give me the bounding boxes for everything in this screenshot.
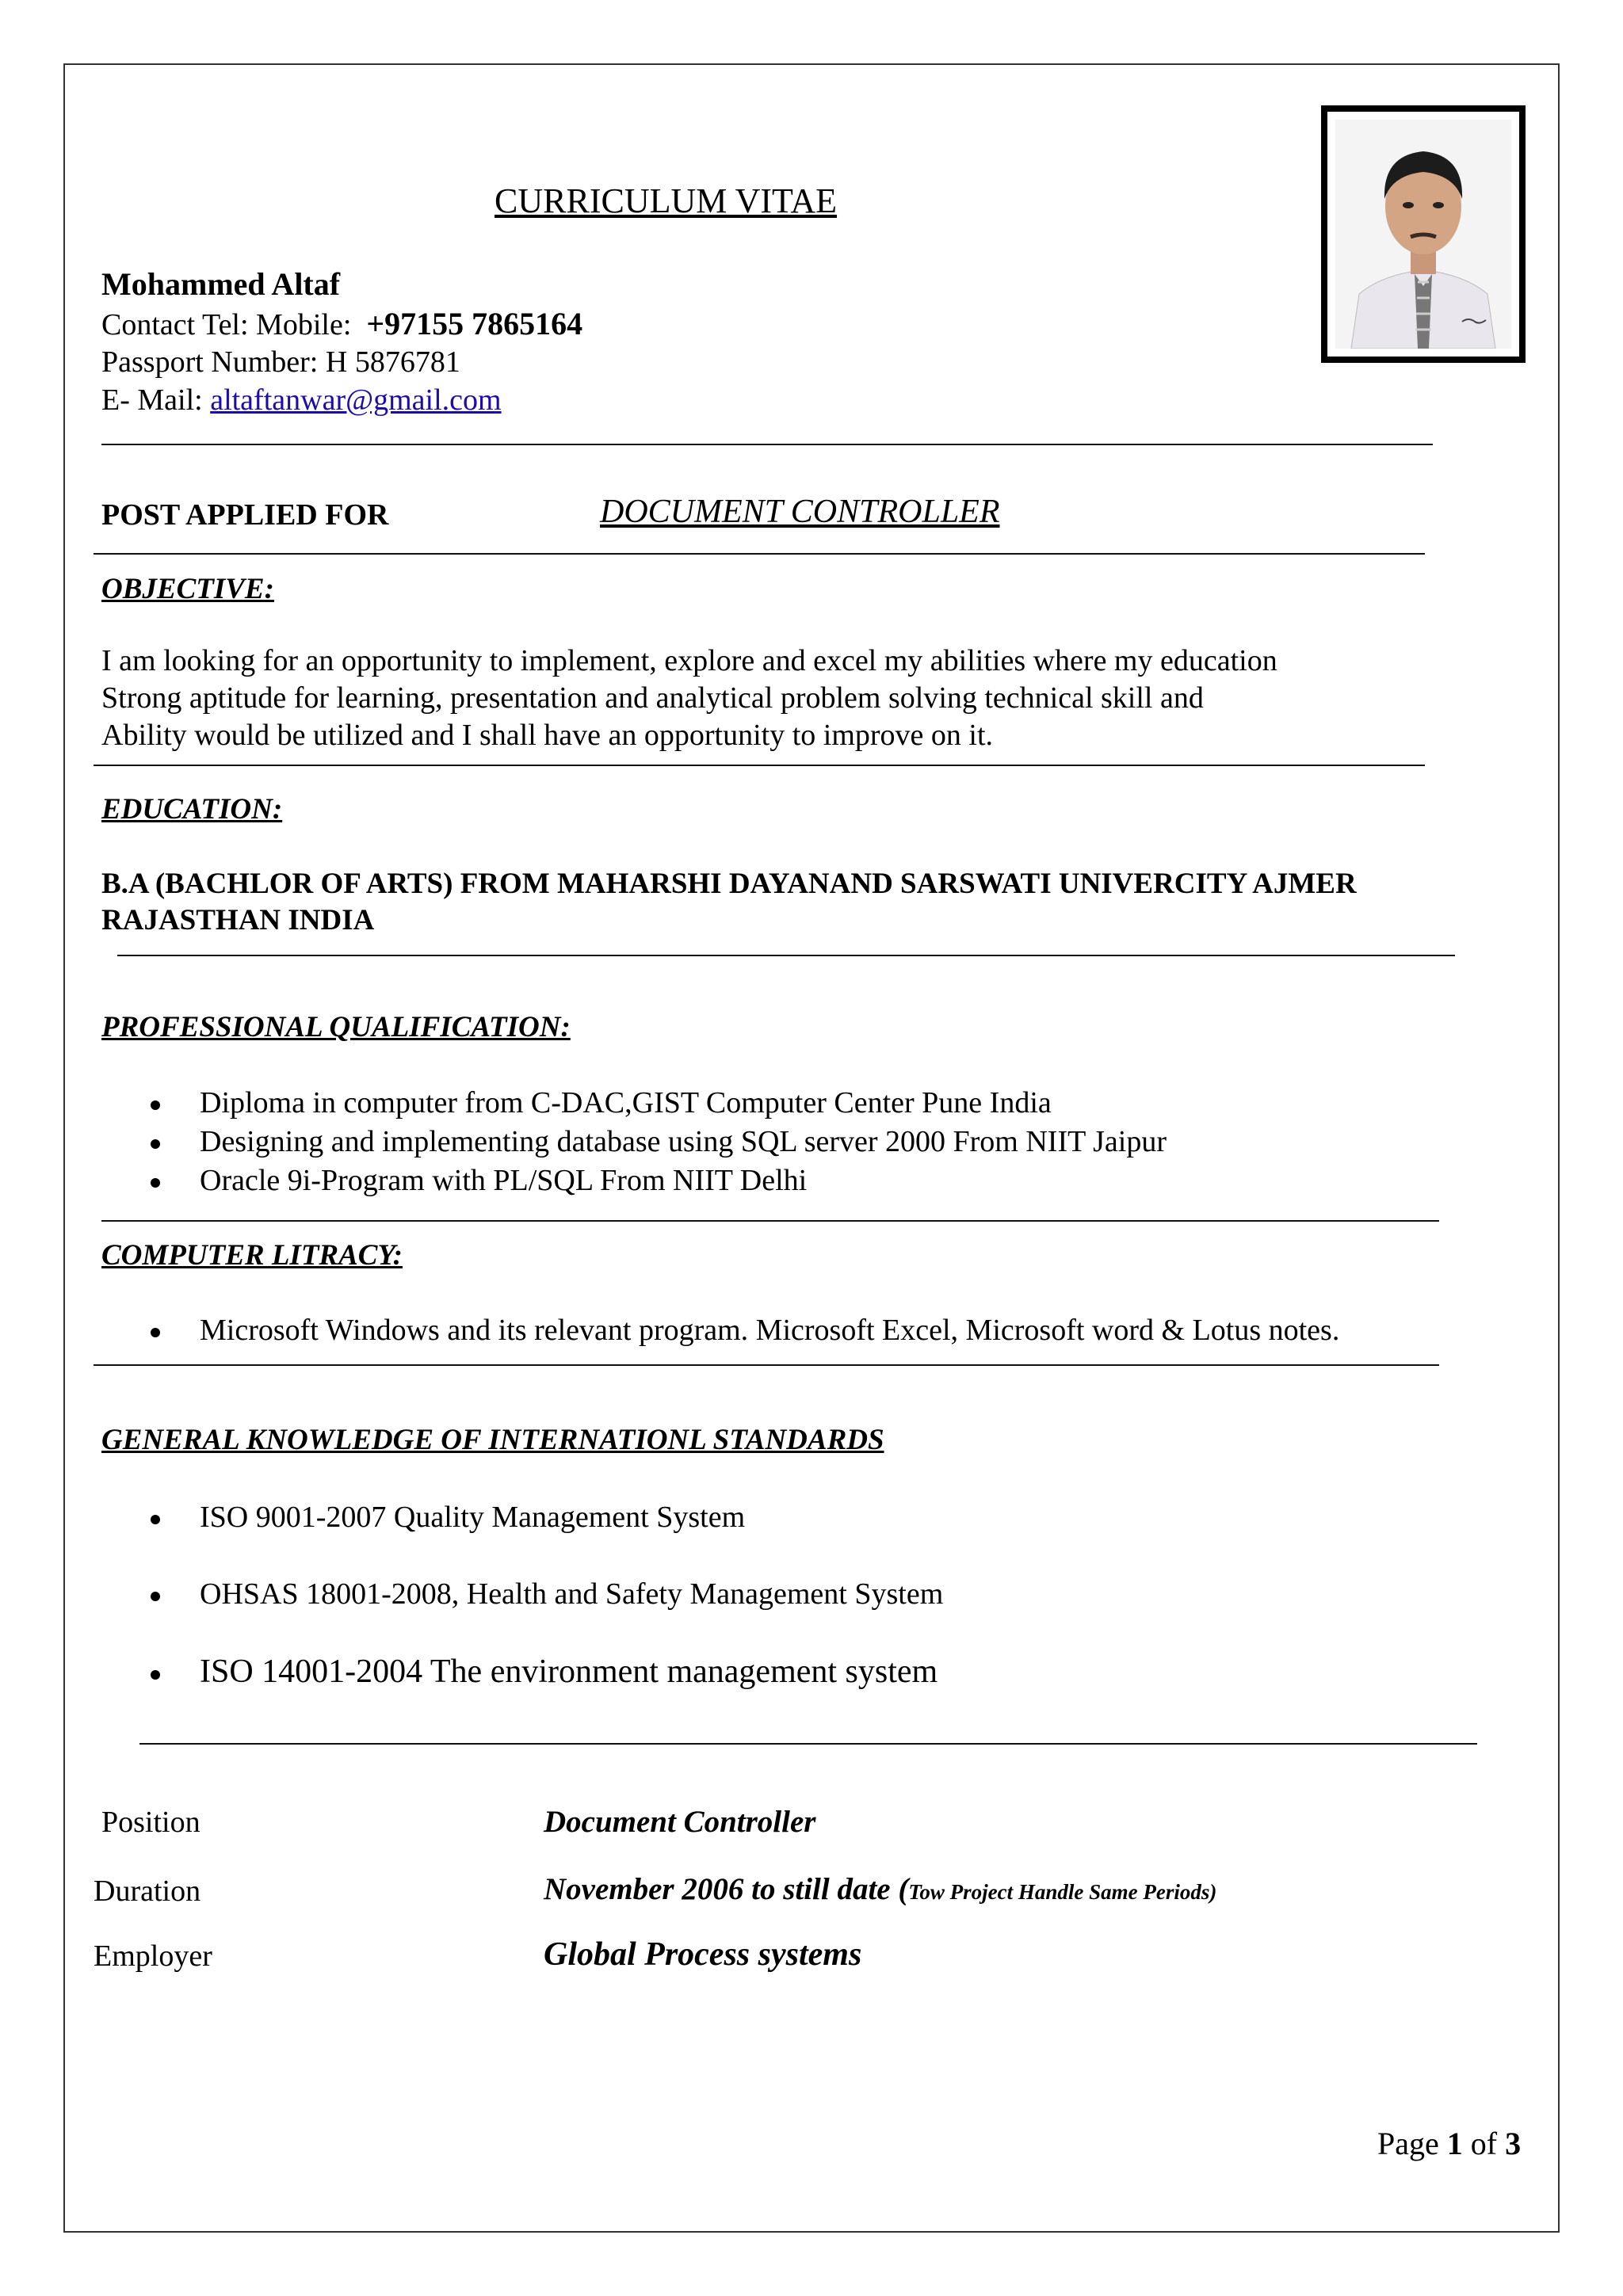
professional-item: Oracle 9i-Program with PL/SQL From NIIT Delhi [200, 1164, 808, 1197]
employer-value: Global Process systems [544, 1936, 862, 1973]
divider [139, 1743, 1477, 1745]
page-current: 1 [1446, 2126, 1463, 2161]
divider [94, 553, 1425, 555]
post-applied-value: DOCUMENT CONTROLLER [600, 494, 1000, 530]
employer-label: Employer [94, 1939, 212, 1973]
duration-note: Tow Project Handle Same Periods) [908, 1880, 1217, 1904]
email-line [101, 383, 502, 418]
bullet-icon [151, 1328, 160, 1337]
bullet-icon [151, 1139, 160, 1149]
divider [94, 1364, 1439, 1366]
objective-line: Strong aptitude for learning, presentation and analytical problem solving technical skill and [101, 681, 1204, 715]
divider [94, 765, 1425, 766]
education-line: RAJASTHAN INDIA [101, 904, 375, 936]
bullet-icon [151, 1515, 160, 1524]
candidate-photo [1321, 105, 1526, 363]
page-word: Page [1377, 2126, 1439, 2161]
divider [101, 444, 1433, 445]
computer-heading: COMPUTER LITRACY: [101, 1239, 403, 1272]
professional-heading: PROFESSIONAL QUALIFICATION: [101, 1011, 571, 1043]
email-link[interactable]: altaftanwar@gmail.com [210, 383, 502, 417]
computer-item: Microsoft Windows and its relevant program. Microsoft Excel, Microsoft word & Lotus notes. [200, 1314, 1340, 1347]
standards-item: ISO 14001-2004 The environment management system [200, 1653, 938, 1690]
contact-line [101, 305, 582, 342]
objective-line: Ability would be utilized and I shall have an opportunity to improve on it. [101, 719, 994, 752]
contact-label: Contact Tel: Mobile: [101, 308, 352, 341]
of-word: of [1470, 2126, 1498, 2161]
email-label: E- Mail: [101, 383, 203, 417]
duration-label: Duration [94, 1875, 201, 1908]
bullet-icon [151, 1100, 160, 1110]
professional-item: Designing and implementing database using SQL server 2000 From NIIT Jaipur [200, 1125, 1167, 1158]
contact-number: +97155 7865164 [366, 306, 583, 341]
post-applied-label: POST APPLIED FOR [101, 498, 389, 532]
standards-item: ISO 9001-2007 Quality Management System [200, 1501, 746, 1534]
duration-value: November 2006 to still date ( [544, 1872, 909, 1906]
passport-number: H 5876781 [325, 345, 460, 379]
objective-line: I am looking for an opportunity to implement, explore and excel my abilities where my education [101, 644, 1277, 677]
candidate-name: Mohammed Altaf [101, 266, 341, 302]
objective-heading: OBJECTIVE: [101, 573, 274, 605]
portrait-image [1335, 120, 1511, 349]
position-value: Document Controller [544, 1805, 816, 1839]
education-heading: EDUCATION: [101, 793, 283, 826]
page-number [1377, 2125, 1521, 2162]
bullet-icon [151, 1670, 160, 1680]
professional-item: Diploma in computer from C-DAC,GIST Computer Center Pune India [200, 1086, 1052, 1119]
standards-heading: GENERAL KNOWLEDGE OF INTERNATIONL STANDARDS [101, 1424, 884, 1456]
education-line: B.A (BACHLOR OF ARTS) FROM MAHARSHI DAYANAND SARSWATI UNIVERCITY AJMER [101, 868, 1357, 900]
bullet-icon [151, 1592, 160, 1601]
page-total: 3 [1505, 2126, 1522, 2161]
standards-item: OHSAS 18001-2008, Health and Safety Management System [200, 1577, 944, 1611]
bullet-icon [151, 1178, 160, 1188]
divider [117, 955, 1455, 956]
passport-line [101, 345, 460, 379]
passport-label: Passport Number: [101, 345, 319, 379]
position-label: Position [101, 1806, 200, 1839]
duration-value-line [544, 1871, 1216, 1907]
document-title: CURRICULUM VITAE [495, 181, 838, 220]
divider [101, 1220, 1439, 1222]
